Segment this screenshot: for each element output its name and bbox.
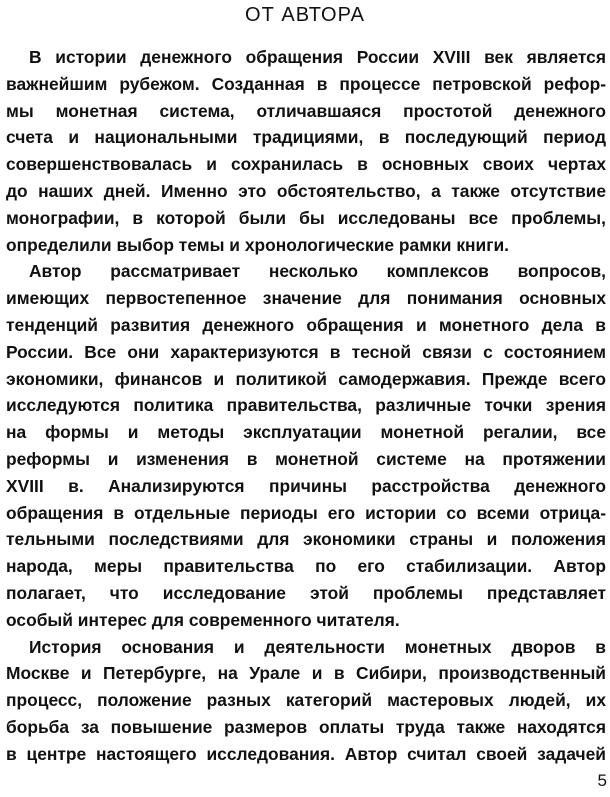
- text-line: обращения в отдельные периоды его истории со всеми отрица-: [6, 502, 606, 523]
- text-line: процесс, положение разных категорий мастеровых людей, их: [6, 690, 606, 711]
- text-line: в центре настоящего исследования. Автор считал своей задачей: [6, 743, 606, 764]
- text-line: исследуются политика правительства, различные точки зрения: [6, 395, 606, 416]
- text-line: полагает, что исследование этой проблемы представляет: [6, 582, 606, 603]
- text-line: тенденций развития денежного обращения и монетного дела в: [6, 314, 606, 335]
- page-title: ОТ АВТОРА: [245, 4, 365, 26]
- text-line: определили выбор темы и хронологические рамки книги.: [6, 234, 509, 255]
- text-line: История основания и деятельности монетных дворов в: [29, 636, 606, 657]
- text-line: особый интерес для современного читателя.: [6, 609, 400, 630]
- body-text: [6, 44, 606, 768]
- text-line: народа, меры правительства по его стабилизации. Автор: [6, 556, 606, 577]
- text-line: имеющих первостепенное значение для понимания основных: [6, 288, 606, 309]
- text-line: счета и национальными традициями, в последующий период: [6, 127, 606, 148]
- text-line: В истории денежного обращения России XVIII век является: [29, 47, 606, 67]
- text-line: на формы и методы эксплуатации монетной регалии, все: [6, 422, 606, 443]
- text-line: реформы и изменения в монетной системе на протяжении: [6, 448, 606, 469]
- text-line: тельными последствиями для экономики страны и положения: [6, 529, 606, 550]
- text-line: Москве и Петербурге, на Урале и в Сибири, производственный: [6, 663, 606, 684]
- text-line: XVIII в. Анализируются причины расстройства денежного: [6, 475, 606, 496]
- text-line: борьба за повышение размеров оплаты труда также находятся: [6, 716, 606, 737]
- text-line: до наших дней. Именно это обстоятельство, а также отсутствие: [6, 180, 606, 201]
- text-line: Автор рассматривает несколько комплексов вопросов,: [29, 261, 606, 282]
- text-line: монографии, в которой были бы исследованы все проблемы,: [6, 207, 606, 228]
- text-line: экономики, финансов и политикой самодержавия. Прежде всего: [6, 368, 606, 389]
- page-number: 5: [597, 771, 607, 790]
- text-line: важнейшим рубежом. Созданная в процессе петровской рефор-: [6, 73, 606, 94]
- text-line: совершенствовалась и сохранилась в основных своих чертах: [6, 154, 606, 175]
- text-line: России. Все они характеризуются в тесной связи с состоянием: [6, 341, 606, 362]
- text-line: мы монетная система, отличавшаяся простотой денежного: [6, 100, 606, 121]
